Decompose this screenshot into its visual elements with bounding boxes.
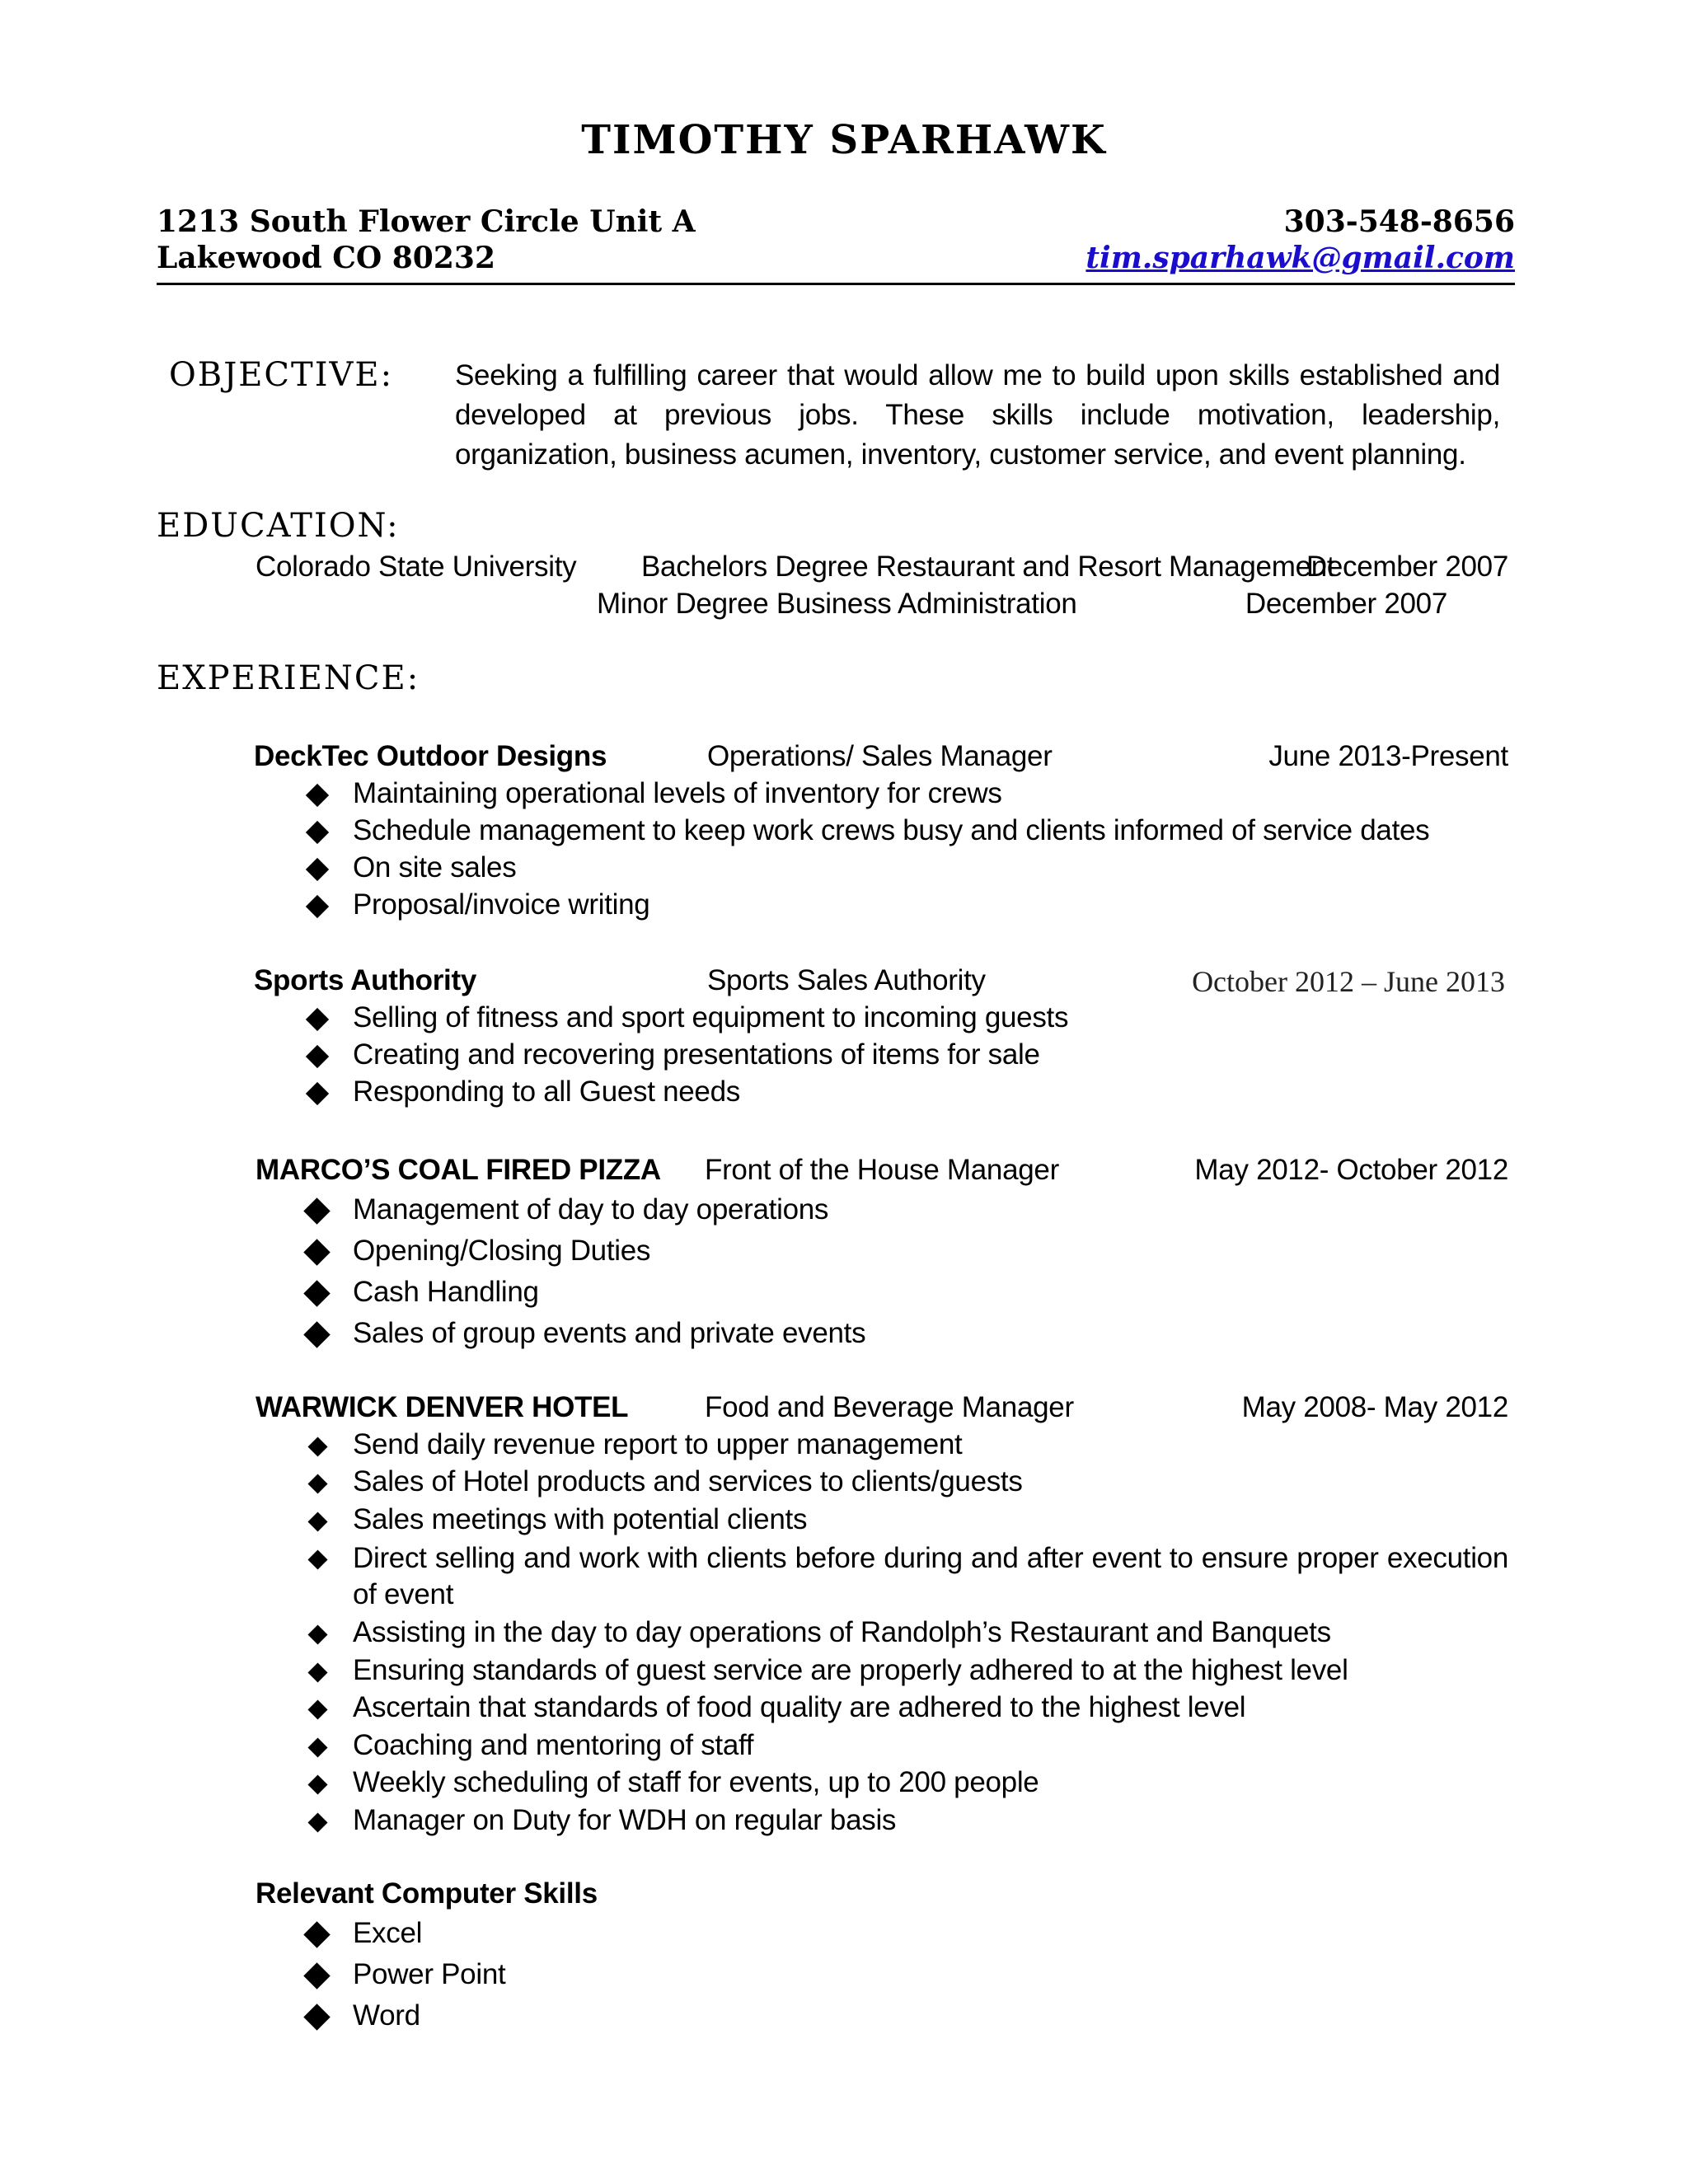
bullet-diamond-icon	[303, 1239, 331, 1266]
bullet-diamond-icon	[307, 1511, 327, 1531]
bullet-diamond-icon	[307, 1436, 327, 1456]
skills-heading: Relevant Computer Skills	[256, 1877, 598, 1910]
list-item: On site sales	[353, 851, 517, 883]
bullet-diamond-icon	[303, 1280, 331, 1307]
bullet-diamond-icon	[306, 821, 329, 844]
bullet-diamond-icon	[307, 1624, 327, 1644]
list-item: Sales of group events and private events	[353, 1317, 866, 1349]
bullet-diamond-icon	[307, 1699, 327, 1719]
bullet-diamond-icon	[306, 858, 329, 881]
list-item: Maintaining operational levels of inventory for crews	[353, 777, 1002, 809]
list-item: Responding to all Guest needs	[353, 1076, 740, 1108]
list-item: Send daily revenue report to upper management	[353, 1428, 963, 1460]
job-dates: October 2012 – June 2013	[1192, 965, 1505, 998]
list-item: Coaching and mentoring of staff	[353, 1729, 754, 1761]
list-item: Sales of Hotel products and services to clients/guests	[353, 1465, 1023, 1497]
bullet-diamond-icon	[303, 1962, 331, 1990]
list-item: Ensuring standards of guest service are properly adhered to at the highest level	[353, 1654, 1348, 1686]
phone-number: 303-548-8656	[1283, 204, 1515, 239]
job-company: Sports Authority	[254, 964, 477, 996]
job-company: MARCO’S COAL FIRED PIZZA	[256, 1154, 661, 1186]
experience-heading: EXPERIENCE:	[157, 659, 420, 697]
bullet-diamond-icon	[306, 784, 329, 807]
education-heading: EDUCATION:	[157, 507, 400, 545]
bullet-diamond-icon	[307, 1737, 327, 1757]
education-date-2: December 2007	[1245, 588, 1447, 620]
list-item: Schedule management to keep work crews busy and clients informed of service dates	[353, 814, 1430, 846]
bullet-diamond-icon	[307, 1774, 327, 1794]
bullet-diamond-icon	[303, 1197, 331, 1225]
email-link[interactable]: tim.sparhawk@gmail.com	[1085, 241, 1515, 275]
bullet-diamond-icon	[307, 1474, 327, 1493]
bullet-diamond-icon	[307, 1662, 327, 1682]
objective-text: Seeking a fulfilling career that would allow me to build upon skills established and developed at previous jobs. These skills include motivation, leadership, organization, business acumen, inventory, customer service, and event planning.	[455, 359, 1500, 471]
list-item: Weekly scheduling of staff for events, up to 200 people	[353, 1766, 1039, 1798]
job-dates: May 2012- October 2012	[1194, 1154, 1508, 1186]
bullet-diamond-icon	[307, 1812, 327, 1832]
list-item: Sales meetings with potential clients	[353, 1503, 808, 1535]
list-item: Management of day to day operations	[353, 1193, 829, 1226]
list-item: Cash Handling	[353, 1276, 539, 1308]
education-date-1: December 2007	[1306, 551, 1508, 583]
list-item: Power Point	[353, 1958, 506, 1990]
job-company: DeckTec Outdoor Designs	[254, 740, 607, 772]
education-school: Colorado State University	[256, 551, 577, 583]
list-item: Ascertain that standards of food quality are adhered to the highest level	[353, 1691, 1246, 1723]
address-line-2: Lakewood CO 80232	[157, 241, 495, 275]
list-item: Excel	[353, 1917, 423, 1949]
job-dates: June 2013-Present	[1268, 740, 1508, 772]
list-item: Creating and recovering presentations of items for sale	[353, 1038, 1040, 1071]
job-company: WARWICK DENVER HOTEL	[256, 1391, 629, 1423]
list-item: Proposal/invoice writing	[353, 888, 650, 921]
job-title: Food and Beverage Manager	[705, 1391, 1074, 1423]
job-dates: May 2008- May 2012	[1241, 1391, 1508, 1423]
bullet-diamond-icon	[307, 1549, 327, 1569]
bullet-diamond-icon	[303, 1321, 331, 1348]
bullet-diamond-icon	[306, 1082, 329, 1105]
job-title: Sports Sales Authority	[707, 964, 986, 996]
bullet-diamond-icon	[306, 1008, 329, 1031]
list-item: Word	[353, 1999, 420, 2032]
list-item: Opening/Closing Duties	[353, 1235, 651, 1267]
address-line-1: 1213 South Flower Circle Unit A	[157, 204, 696, 239]
objective-heading: OBJECTIVE:	[169, 356, 394, 394]
list-item: Assisting in the day to day operations of Randolph’s Restaurant and Banquets	[353, 1616, 1331, 1648]
list-item: Selling of fitness and sport equipment to incoming guests	[353, 1001, 1069, 1033]
bullet-diamond-icon	[306, 1045, 329, 1068]
bullet-diamond-icon	[303, 1921, 331, 1948]
header-divider	[157, 283, 1515, 285]
education-degree-2: Minor Degree Business Administration	[597, 588, 1077, 620]
list-item: Direct selling and work with clients before during and after event to ensure proper execution of event	[353, 1542, 1508, 1610]
bullet-diamond-icon	[306, 895, 329, 918]
list-item: Manager on Duty for WDH on regular basis	[353, 1804, 897, 1836]
resume-name: TIMOTHY SPARHAWK	[581, 117, 1107, 163]
education-degree-1: Bachelors Degree Restaurant and Resort Management	[641, 551, 1335, 583]
job-title: Operations/ Sales Manager	[707, 740, 1053, 772]
bullet-diamond-icon	[303, 2004, 331, 2031]
job-title: Front of the House Manager	[705, 1154, 1059, 1186]
